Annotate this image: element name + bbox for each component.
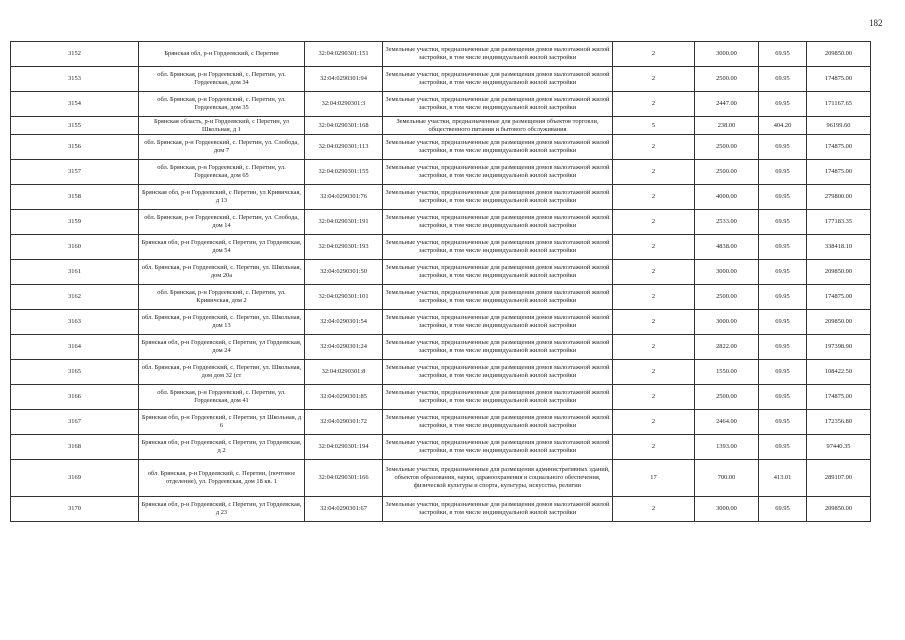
group-cell: 2 <box>613 497 695 522</box>
group-cell: 2 <box>613 67 695 92</box>
group-cell: 2 <box>613 185 695 210</box>
row-number: 3166 <box>11 385 139 410</box>
address-cell: Брянская обл, р-н Гордеевский, с Перетин, ул Гордеевская, д 2 <box>139 435 305 460</box>
cadastral-number-cell: 32:04:0290301:24 <box>305 335 383 360</box>
row-number: 3157 <box>11 160 139 185</box>
row-number: 3164 <box>11 335 139 360</box>
cadastral-value-cell: 108422.50 <box>807 360 871 385</box>
rate-cell: 69.95 <box>759 235 807 260</box>
rate-cell: 413.01 <box>759 460 807 497</box>
land-use-cell: Земельные участки, предназначенные для размещения домов малоэтажной жилой застройки, в том числе индивидуальной жилой застройки <box>383 260 613 285</box>
land-use-cell: Земельные участки, предназначенные для размещения домов малоэтажной жилой застройки, в том числе индивидуальной жилой застройки <box>383 285 613 310</box>
table-row <box>11 67 871 92</box>
group-cell: 2 <box>613 210 695 235</box>
land-use-cell: Земельные участки, предназначенные для размещения домов малоэтажной жилой застройки, в том числе индивидуальной жилой застройки <box>383 42 613 67</box>
area-cell: 2500.00 <box>695 285 759 310</box>
land-use-cell: Земельные участки, предназначенные для размещения домов малоэтажной жилой застройки, в том числе индивидуальной жилой застройки <box>383 497 613 522</box>
group-cell: 2 <box>613 335 695 360</box>
area-cell: 700.00 <box>695 460 759 497</box>
cadastral-number-cell: 32:04:0290301:113 <box>305 135 383 160</box>
cadastral-number-cell: 32:04:0290301:151 <box>305 42 383 67</box>
land-use-cell: Земельные участки, предназначенные для размещения домов малоэтажной жилой застройки, в том числе индивидуальной жилой застройки <box>383 185 613 210</box>
area-cell: 2500.00 <box>695 385 759 410</box>
table-row <box>11 210 871 235</box>
cadastral-number-cell: 32:04:0290301:3 <box>305 92 383 117</box>
row-number: 3170 <box>11 497 139 522</box>
address-cell: обл. Брянская, р-н Гордеевский, с. Перетин, ул. Гордеевская, дом 34 <box>139 67 305 92</box>
address-cell: обл. Брянская, р-н Гордеевский, с. Перетин, ул. Гордеевская, дом 65 <box>139 160 305 185</box>
group-cell: 2 <box>613 410 695 435</box>
table-row <box>11 42 871 67</box>
cadastral-number-cell: 32:04:0290301:67 <box>305 497 383 522</box>
table-row <box>11 235 871 260</box>
row-number: 3153 <box>11 67 139 92</box>
cadastral-number-cell: 32:04:0290301:191 <box>305 210 383 235</box>
address-cell: Брянская обл, р-н Гордеевский, с Перетин, ул Кривичская, д 13 <box>139 185 305 210</box>
row-number: 3161 <box>11 260 139 285</box>
rate-cell: 69.95 <box>759 310 807 335</box>
group-cell: 2 <box>613 360 695 385</box>
table-row <box>11 385 871 410</box>
rate-cell: 69.95 <box>759 285 807 310</box>
cadastral-value-cell: 209850.00 <box>807 310 871 335</box>
cadastral-number-cell: 32:04:0290301:8 <box>305 360 383 385</box>
cadastral-value-cell: 172356.80 <box>807 410 871 435</box>
address-cell: обл. Брянская, р-н Гордеевский, с. Перетин, (почтовое отделение), ул. Гордеевская, дом 18 кв. 1 <box>139 460 305 497</box>
area-cell: 2500.00 <box>695 67 759 92</box>
table-row <box>11 335 871 360</box>
cadastral-number-cell: 32:04:0290301:85 <box>305 385 383 410</box>
cadastral-number-cell: 32:04:0290301:50 <box>305 260 383 285</box>
land-use-cell: Земельные участки, предназначенные для размещения домов малоэтажной жилой застройки, в том числе индивидуальной жилой застройки <box>383 160 613 185</box>
cadastral-number-cell: 32:04:0290301:168 <box>305 117 383 135</box>
address-cell: Брянская обл, р-н Гордеевский, с Перетин, ул Гордеевская, д 23 <box>139 497 305 522</box>
cadastral-number-cell: 32:04:0290301:76 <box>305 185 383 210</box>
group-cell: 2 <box>613 135 695 160</box>
address-cell: Брянская область, р-н Гордеевский, с Перетин, ул Школьная, д 1 <box>139 117 305 135</box>
group-cell: 2 <box>613 92 695 117</box>
row-number: 3162 <box>11 285 139 310</box>
rate-cell: 69.95 <box>759 92 807 117</box>
cadastral-number-cell: 32:04:0290301:193 <box>305 235 383 260</box>
rate-cell: 69.95 <box>759 210 807 235</box>
address-cell: Брянская обл, р-н Гордеевский, с Перетин, ул Гордеевская, дом 24 <box>139 335 305 360</box>
row-number: 3165 <box>11 360 139 385</box>
group-cell: 2 <box>613 260 695 285</box>
land-use-cell: Земельные участки, предназначенные для размещения домов малоэтажной жилой застройки, в том числе индивидуальной жилой застройки <box>383 410 613 435</box>
address-cell: Брянская обл, р-н Гордеевский, с Перетин <box>139 42 305 67</box>
cadastral-value-cell: 171167.65 <box>807 92 871 117</box>
table-row <box>11 360 871 385</box>
table-body <box>11 42 871 522</box>
group-cell: 2 <box>613 160 695 185</box>
group-cell: 17 <box>613 460 695 497</box>
address-cell: обл. Брянская, р-н Гордеевский, с. Перетин, ул. Школьная, дом 13 <box>139 310 305 335</box>
area-cell: 3000.00 <box>695 497 759 522</box>
group-cell: 2 <box>613 285 695 310</box>
cadastral-number-cell: 32:04:0290301:194 <box>305 435 383 460</box>
land-use-cell: Земельные участки, предназначенные для размещения домов малоэтажной жилой застройки, в том числе индивидуальной жилой застройки <box>383 235 613 260</box>
land-use-cell: Земельные участки, предназначенные для размещения домов малоэтажной жилой застройки, в том числе индивидуальной жилой застройки <box>383 210 613 235</box>
table-row <box>11 497 871 522</box>
land-use-cell: Земельные участки, предназначенные для размещения домов малоэтажной жилой застройки, в том числе индивидуальной жилой застройки <box>383 310 613 335</box>
rate-cell: 69.95 <box>759 385 807 410</box>
address-cell: Брянская обл, р-н Гордеевский, с Перетин, ул Школьная, д 6 <box>139 410 305 435</box>
group-cell: 2 <box>613 385 695 410</box>
cadastral-value-cell: 209850.00 <box>807 42 871 67</box>
rate-cell: 69.95 <box>759 185 807 210</box>
cadastral-value-cell: 209850.00 <box>807 260 871 285</box>
row-number: 3158 <box>11 185 139 210</box>
rate-cell: 69.95 <box>759 410 807 435</box>
rate-cell: 69.95 <box>759 435 807 460</box>
land-use-cell: Земельные участки, предназначенные для размещения объектов торговли, общественного питания и бытового обслуживания <box>383 117 613 135</box>
cadastral-value-cell: 209850.00 <box>807 497 871 522</box>
address-cell: обл. Брянская, р-н Гордеевский, с. Перетин, ул. Кривичская, дом 2 <box>139 285 305 310</box>
row-number: 3168 <box>11 435 139 460</box>
row-number: 3167 <box>11 410 139 435</box>
land-use-cell: Земельные участки, предназначенные для размещения домов малоэтажной жилой застройки, в том числе индивидуальной жилой застройки <box>383 360 613 385</box>
rate-cell: 69.95 <box>759 135 807 160</box>
row-number: 3163 <box>11 310 139 335</box>
cadastral-value-cell: 174875.00 <box>807 385 871 410</box>
land-use-cell: Земельные участки, предназначенные для размещения домов малоэтажной жилой застройки, в том числе индивидуальной жилой застройки <box>383 92 613 117</box>
address-cell: обл. Брянская, р-н Гордеевский, с. Перетин, ул. Школьная, дом дом 32 (ст <box>139 360 305 385</box>
table-row <box>11 135 871 160</box>
land-use-cell: Земельные участки, предназначенные для размещения домов малоэтажной жилой застройки, в том числе индивидуальной жилой застройки <box>383 67 613 92</box>
cadastral-number-cell: 32:04:0290301:94 <box>305 67 383 92</box>
cadastral-number-cell: 32:04:0290301:54 <box>305 310 383 335</box>
table-row <box>11 285 871 310</box>
rate-cell: 69.95 <box>759 360 807 385</box>
area-cell: 2500.00 <box>695 135 759 160</box>
area-cell: 4838.00 <box>695 235 759 260</box>
row-number: 3154 <box>11 92 139 117</box>
cadastral-value-cell: 177183.35 <box>807 210 871 235</box>
cadastral-value-cell: 338418.10 <box>807 235 871 260</box>
address-cell: обл. Брянская, р-н Гордеевский, с. Перетин, ул. Школьная, дом 20а <box>139 260 305 285</box>
cadastral-value-cell: 197398.90 <box>807 335 871 360</box>
cadastral-value-cell: 174875.00 <box>807 285 871 310</box>
cadastral-number-cell: 32:04:0290301:155 <box>305 160 383 185</box>
area-cell: 2447.00 <box>695 92 759 117</box>
cadastral-value-cell: 174875.00 <box>807 67 871 92</box>
rate-cell: 69.95 <box>759 42 807 67</box>
rate-cell: 69.95 <box>759 67 807 92</box>
table-row <box>11 460 871 497</box>
land-use-cell: Земельные участки, предназначенные для размещения домов малоэтажной жилой застройки, в том числе индивидуальной жилой застройки <box>383 335 613 360</box>
rate-cell: 69.95 <box>759 260 807 285</box>
row-number: 3169 <box>11 460 139 497</box>
rate-cell: 69.95 <box>759 497 807 522</box>
rate-cell: 69.95 <box>759 335 807 360</box>
land-use-cell: Земельные участки, предназначенные для размещения домов малоэтажной жилой застройки, в том числе индивидуальной жилой застройки <box>383 385 613 410</box>
table-row <box>11 435 871 460</box>
area-cell: 3000.00 <box>695 260 759 285</box>
land-use-cell: Земельные участки, предназначенные для размещения домов малоэтажной жилой застройки, в том числе индивидуальной жилой застройки <box>383 435 613 460</box>
row-number: 3152 <box>11 42 139 67</box>
address-cell: обл. Брянская, р-н Гордеевский, с. Перетин, ул. Слобода, дом 14 <box>139 210 305 235</box>
area-cell: 2533.00 <box>695 210 759 235</box>
row-number: 3159 <box>11 210 139 235</box>
cadastral-value-cell: 174875.00 <box>807 135 871 160</box>
land-use-cell: Земельные участки, предназначенные для размещения домов малоэтажной жилой застройки, в том числе индивидуальной жилой застройки <box>383 135 613 160</box>
address-cell: Брянская обл, р-н Гордеевский, с Перетин, ул Гордеевская, дом 54 <box>139 235 305 260</box>
address-cell: обл. Брянская, р-н Гордеевский, с. Перетин, ул. Гордеевская, дом 41 <box>139 385 305 410</box>
table-row <box>11 160 871 185</box>
cadastral-value-table <box>10 41 871 522</box>
rate-cell: 69.95 <box>759 160 807 185</box>
group-cell: 2 <box>613 42 695 67</box>
table-row <box>11 410 871 435</box>
area-cell: 3000.00 <box>695 310 759 335</box>
area-cell: 4000.00 <box>695 185 759 210</box>
cadastral-number-cell: 32:04:0290301:166 <box>305 460 383 497</box>
row-number: 3155 <box>11 117 139 135</box>
group-cell: 2 <box>613 435 695 460</box>
cadastral-number-cell: 32:04:0290301:72 <box>305 410 383 435</box>
area-cell: 2464.00 <box>695 410 759 435</box>
group-cell: 2 <box>613 235 695 260</box>
cadastral-number-cell: 32:04:0290301:101 <box>305 285 383 310</box>
group-cell: 5 <box>613 117 695 135</box>
cadastral-value-cell: 96199.60 <box>807 117 871 135</box>
area-cell: 238.00 <box>695 117 759 135</box>
table-row <box>11 117 871 135</box>
page-number: 182 <box>869 18 883 28</box>
area-cell: 3000.00 <box>695 42 759 67</box>
area-cell: 2500.00 <box>695 160 759 185</box>
cadastral-value-cell: 279800.00 <box>807 185 871 210</box>
area-cell: 1550.00 <box>695 360 759 385</box>
table-row <box>11 185 871 210</box>
land-use-cell: Земельные участки, предназначенные для размещения административных зданий, объектов образования, науки, здравоохранения и социального обеспечения, физической культуры и спорта, культуры, искусства, религии <box>383 460 613 497</box>
address-cell: обл. Брянская, р-н Гордеевский, с. Перетин, ул. Слобода, дом 7 <box>139 135 305 160</box>
row-number: 3156 <box>11 135 139 160</box>
table-row <box>11 260 871 285</box>
rate-cell: 404.20 <box>759 117 807 135</box>
address-cell: обл. Брянская, р-н Гордеевский, с. Перетин, ул. Гордеевская, дом 35 <box>139 92 305 117</box>
group-cell: 2 <box>613 310 695 335</box>
area-cell: 1393.00 <box>695 435 759 460</box>
table-row <box>11 92 871 117</box>
cadastral-value-cell: 97440.35 <box>807 435 871 460</box>
cadastral-value-cell: 289107.00 <box>807 460 871 497</box>
row-number: 3160 <box>11 235 139 260</box>
area-cell: 2822.00 <box>695 335 759 360</box>
cadastral-value-cell: 174875.00 <box>807 160 871 185</box>
table-row <box>11 310 871 335</box>
